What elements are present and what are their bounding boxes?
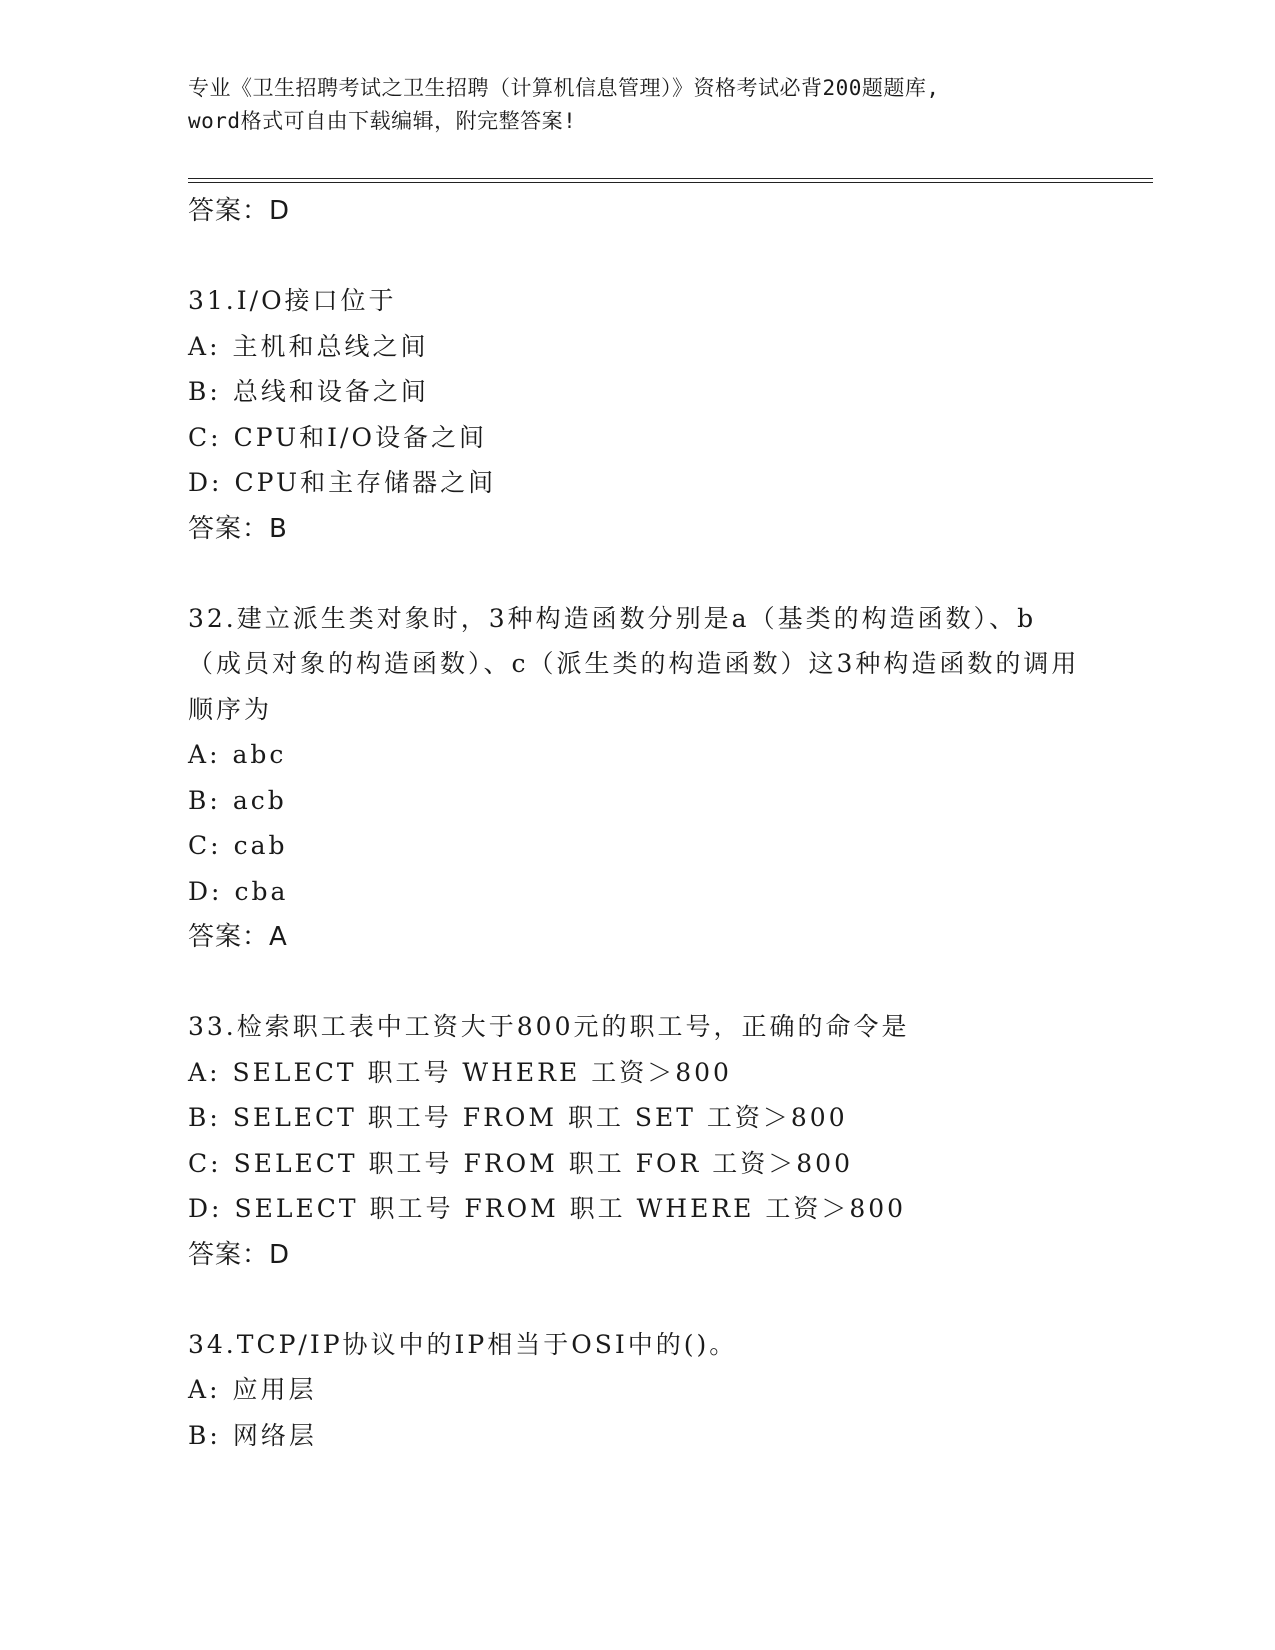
question-stem <box>188 278 1088 324</box>
question-text: I/O接口位于 <box>236 286 397 315</box>
question-34 <box>188 1322 1088 1459</box>
option-c: C: SELECT 职工号 FROM 职工 FOR 工资＞800 <box>188 1148 853 1178</box>
answer-31 <box>188 506 1088 552</box>
option-a: A: 主机和总线之间 <box>188 331 429 361</box>
option-d: D: SELECT 职工号 FROM 职工 WHERE 工资＞800 <box>188 1194 907 1223</box>
answer-32 <box>188 914 1088 960</box>
answer-value: B <box>269 513 288 544</box>
option-b: B: acb <box>188 785 287 815</box>
question-33 <box>188 1004 1088 1278</box>
option-b: B: 总线和设备之间 <box>188 377 429 406</box>
answer-label: 答案： <box>188 1239 270 1270</box>
header-line-1: 专业《卫生招聘考试之卫生招聘（计算机信息管理）》资格考试必背200题题库, <box>188 76 940 100</box>
option-b: B: SELECT 职工号 FROM 职工 SET 工资＞800 <box>188 1103 848 1132</box>
question-stem <box>188 1322 1088 1368</box>
answer-label: 答案： <box>188 513 270 544</box>
question-32 <box>188 596 1088 961</box>
question-number: 31. <box>188 286 237 315</box>
answer-value: D <box>269 1239 291 1270</box>
answer-value: D <box>269 196 291 226</box>
page-header <box>188 72 1088 138</box>
question-number: 34. <box>188 1329 237 1359</box>
option-a: A: SELECT 职工号 WHERE 工资＞800 <box>188 1057 732 1087</box>
question-text: TCP/IP协议中的IP相当于OSI中的()。 <box>236 1329 738 1359</box>
question-stem <box>188 596 1088 733</box>
answer-label: 答案： <box>188 922 270 952</box>
question-number: 33. <box>188 1012 237 1041</box>
header-double-rule <box>188 178 1153 183</box>
question-stem <box>188 1004 1088 1050</box>
option-a: A: 应用层 <box>188 1375 317 1404</box>
option-b: B: 网络层 <box>188 1420 317 1450</box>
option-d: D: CPU和主存储器之间 <box>188 468 497 497</box>
question-text: 检索职工表中工资大于800元的职工号，正确的命令是 <box>236 1012 910 1041</box>
question-text: 建立派生类对象时，3种构造函数分别是a（基类的构造函数）、b（成员对象的构造函数）、c（派生类的构造函数）这3种构造函数的调用顺序为 <box>188 603 1080 724</box>
option-c: C: CPU和I/O设备之间 <box>188 422 487 452</box>
answer-value: A <box>269 922 288 952</box>
option-c: C: cab <box>188 831 288 860</box>
answer-label: 答案： <box>188 196 270 226</box>
question-31 <box>188 278 1088 552</box>
option-a: A: abc <box>188 740 287 769</box>
question-number: 32. <box>188 603 237 633</box>
answer-33 <box>188 1232 1088 1278</box>
answer-prev <box>188 188 1088 234</box>
header-line-2: word格式可自由下载编辑，附完整答案! <box>188 109 577 133</box>
document-body <box>188 188 1088 1458</box>
option-d: D: cba <box>188 876 289 906</box>
